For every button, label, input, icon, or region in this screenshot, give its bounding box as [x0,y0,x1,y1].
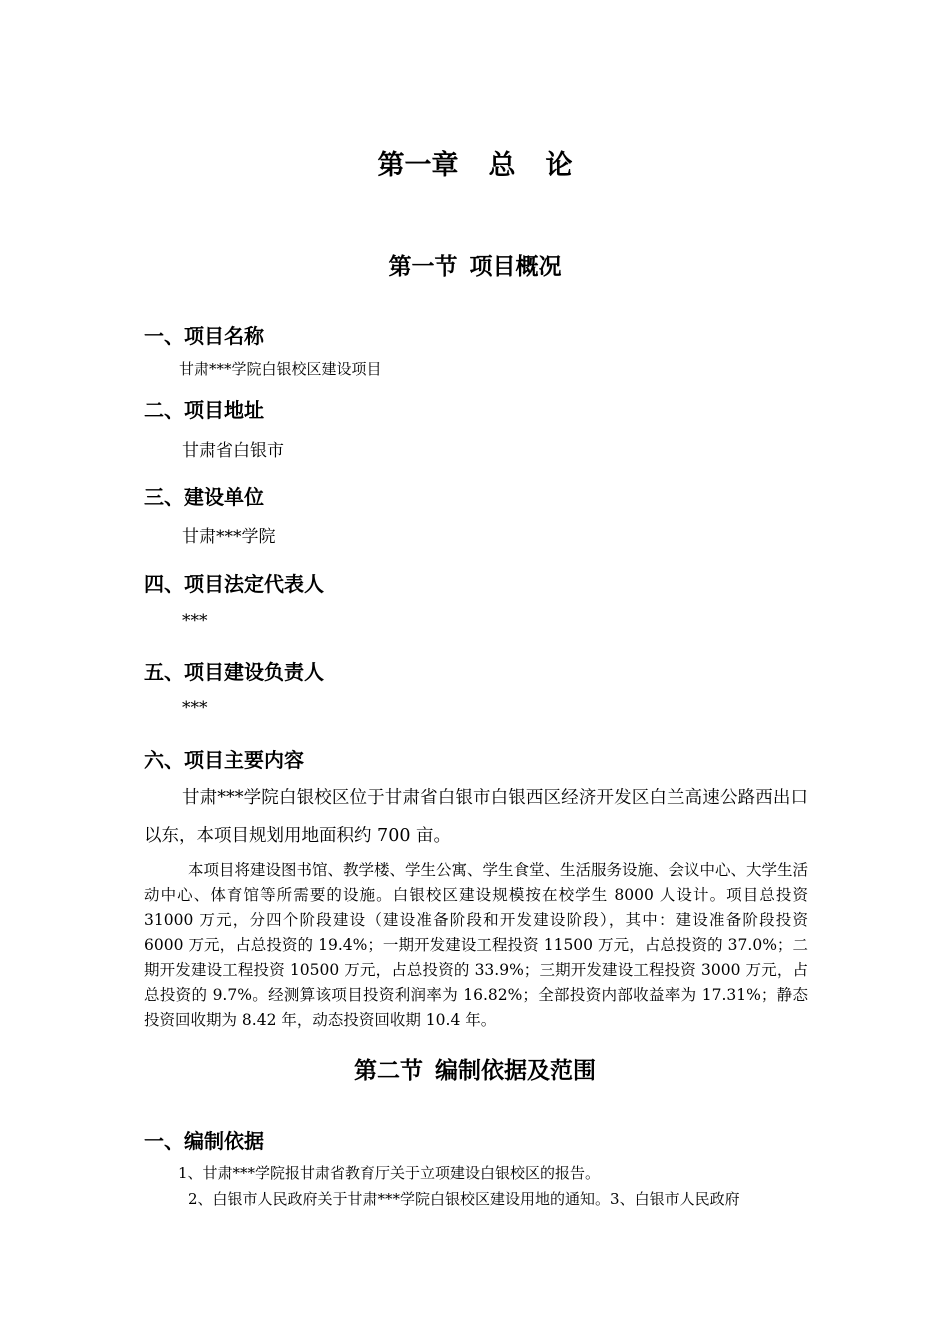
chapter-word-2: 论 [545,150,573,181]
section-number: 第一节 [388,254,458,280]
project-name-value: 甘肃***学院白银校区建设项目 [179,360,382,378]
section-number: 第二节 [354,1058,423,1084]
basis-item-2: 2、白银市人民政府关于甘肃***学院白银校区建设用地的通知。3、白银市人民政府 [188,1190,740,1208]
legal-rep-value: *** [182,611,208,631]
section-title-2 [0,1052,950,1085]
project-address-heading: 二、项目地址 [144,398,264,422]
construction-unit-heading: 三、建设单位 [144,485,264,509]
main-content-heading: 六、项目主要内容 [144,748,304,772]
basis-item-1: 1、甘肃***学院报甘肃省教育厅关于立项建设白银校区的报告。 [178,1164,601,1182]
main-content-paragraph-2: 本项目将建设图书馆、教学楼、学生公寓、学生食堂、生活服务设施、会议中心、大学生活动中心、体育馆等所需要的设施。白银校区建设规模按在校学生 8000 人设计。项目总投资 31000 万元，分四个阶段建设（建设准备阶段和开发建设阶段），其中：建设准备阶段投资 6000 万元，占总投资的 19.4%；一期开发建设工程投资 11500 万元，占总投资的 37.0%；二期开发建设工程投资 10500 万元，占总投资的 33.9%；三期开发建设工程投资 3000 万元，占总投资的 9.7%。经测算该项目投资利润率为 16.82%；全部投资内部收益率为 17.31%；静态投资回收期为 8.42 年，动态投资回收期 10.4 年。 [144,861,809,1029]
section-heading: 项目概况 [469,254,562,280]
project-lead-heading: 五、项目建设负责人 [144,660,324,684]
main-content-paragraph-1: 甘肃***学院白银校区位于甘肃省白银市白银西区经济开发区白兰高速公路西出口以东，本项目规划用地面积约 700 亩。 [144,788,808,846]
section-title-1 [0,248,950,281]
project-address-value: 甘肃省白银市 [182,441,284,461]
basis-heading: 一、编制依据 [144,1129,264,1153]
chapter-title [0,143,950,182]
chapter-word-1: 总 [488,150,516,181]
construction-unit-value: 甘肃***学院 [182,527,276,547]
chapter-number: 第一章 [377,150,459,181]
legal-rep-heading: 四、项目法定代表人 [144,572,324,596]
project-lead-value: *** [182,698,208,718]
project-name-heading: 一、项目名称 [144,324,264,348]
section-heading: 编制依据及范围 [435,1058,596,1084]
